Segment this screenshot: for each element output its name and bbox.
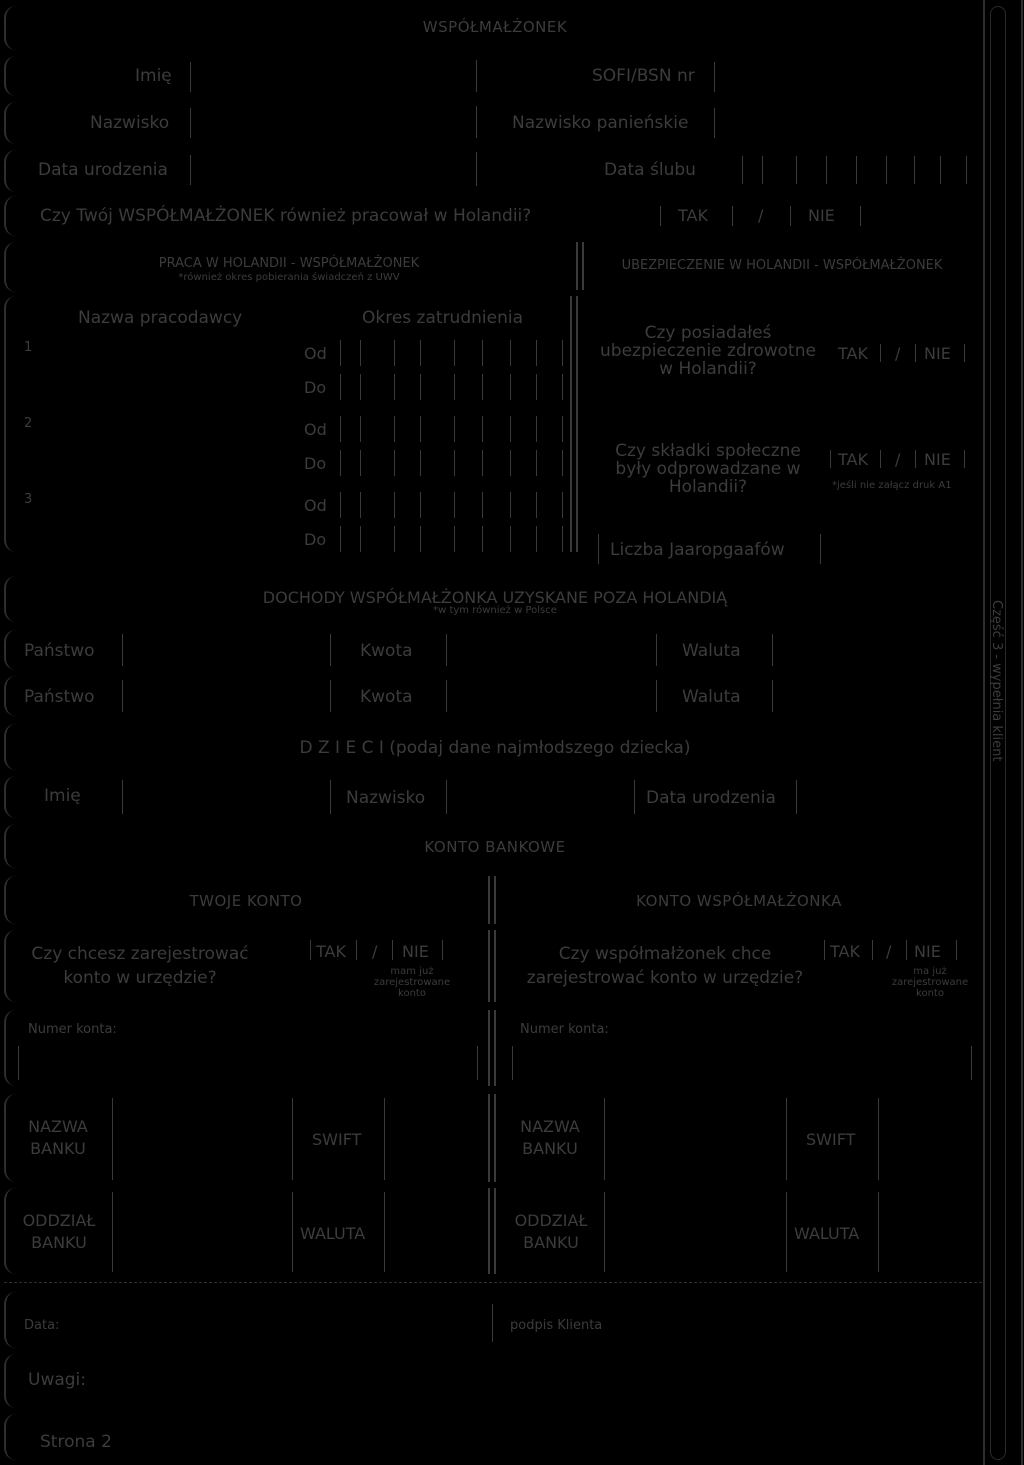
date-digit-divider bbox=[536, 416, 537, 442]
date-label: Data: bbox=[24, 1318, 60, 1333]
spouse-sofi-input[interactable] bbox=[716, 60, 976, 94]
date-digit-divider bbox=[510, 374, 511, 400]
children-last-name-input[interactable] bbox=[448, 778, 630, 816]
date-digit-divider bbox=[510, 340, 511, 366]
date-input[interactable] bbox=[70, 1306, 486, 1342]
income-country-input-2[interactable] bbox=[124, 678, 328, 714]
work-row-number: 2 bbox=[24, 416, 33, 431]
notes-input[interactable] bbox=[100, 1360, 970, 1404]
children-first-name-input[interactable] bbox=[124, 778, 328, 816]
work-from-label: Od bbox=[304, 496, 327, 515]
spouse-last-name-input[interactable] bbox=[192, 106, 472, 140]
your-currency-label: WALUTA bbox=[300, 1224, 366, 1243]
work-employer-input[interactable] bbox=[40, 490, 280, 560]
spouse-bank-name-input[interactable] bbox=[606, 1098, 784, 1180]
date-digit-divider bbox=[562, 450, 563, 476]
spouse-account-title: KONTO WSPÓŁMAŁŻONKA bbox=[636, 892, 842, 910]
jaaropgaaf-label: Liczba Jaaropgaafów bbox=[610, 540, 785, 560]
date-digit-divider bbox=[340, 374, 341, 400]
your-bank-name-input[interactable] bbox=[114, 1098, 290, 1180]
children-birth-date-label: Data urodzenia bbox=[646, 788, 776, 808]
income-amount-label-2: Kwota bbox=[360, 687, 413, 707]
spouse-account-number-label: Numer konta: bbox=[520, 1022, 609, 1037]
spouse-worked-question: Czy Twój WSPÓŁMAŁŻONEK również pracował w Holandii? bbox=[40, 206, 532, 226]
income-currency-label-2: Waluta bbox=[682, 687, 741, 707]
spouse-currency-label: WALUTA bbox=[794, 1224, 860, 1243]
income-amount-input-2[interactable] bbox=[448, 678, 652, 714]
your-register-question-1: Czy chcesz zarejestrować bbox=[31, 944, 249, 964]
children-birth-date-input[interactable] bbox=[798, 778, 974, 816]
insurance-social-slash: / bbox=[895, 450, 901, 469]
date-digit-divider bbox=[536, 450, 537, 476]
signature-input[interactable] bbox=[610, 1306, 970, 1342]
date-digit-divider bbox=[536, 492, 537, 518]
work-from-date-input[interactable] bbox=[338, 416, 566, 444]
insurance-health-slash: / bbox=[895, 344, 901, 363]
date-digit-divider bbox=[340, 340, 341, 366]
date-digit-divider bbox=[394, 374, 395, 400]
your-register-question-2: konto w urzędzie? bbox=[63, 968, 217, 988]
side-label: Część 3 - wypełnia klient bbox=[989, 600, 1004, 762]
insurance-health-yes[interactable]: TAK bbox=[838, 344, 868, 363]
date-digit-divider bbox=[394, 416, 395, 442]
work-employer-header: Nazwa pracodawcy bbox=[78, 308, 243, 328]
date-digit-divider bbox=[454, 416, 455, 442]
date-digit-divider bbox=[454, 492, 455, 518]
date-digit-divider bbox=[340, 526, 341, 552]
work-from-label: Od bbox=[304, 420, 327, 439]
your-register-no[interactable]: NIE bbox=[402, 942, 429, 961]
spouse-register-question-1: Czy współmałżonek chce bbox=[558, 944, 772, 964]
date-digit-divider bbox=[536, 374, 537, 400]
spouse-birth-date-label: Data urodzenia bbox=[38, 160, 168, 180]
insurance-social-no[interactable]: NIE bbox=[924, 450, 951, 469]
signature-label: podpis Klienta bbox=[510, 1318, 603, 1333]
children-last-name-label: Nazwisko bbox=[346, 788, 426, 808]
date-digit-divider bbox=[454, 450, 455, 476]
date-digit-divider bbox=[510, 450, 511, 476]
spouse-already-registered: ma już zarejestrowane konto bbox=[891, 966, 969, 999]
date-digit-divider bbox=[360, 526, 361, 552]
date-digit-divider bbox=[510, 492, 511, 518]
date-digit-divider bbox=[340, 492, 341, 518]
date-digit-divider bbox=[482, 374, 483, 400]
spouse-branch-label: ODDZIAŁ BANKU bbox=[514, 1211, 588, 1252]
spouse-maiden-name-input[interactable] bbox=[716, 106, 976, 140]
date-digit-divider bbox=[454, 374, 455, 400]
spouse-register-slash: / bbox=[886, 942, 892, 961]
your-branch-label: ODDZIAŁ BANKU bbox=[22, 1211, 96, 1252]
date-digit-divider bbox=[420, 526, 421, 552]
insurance-health-no[interactable]: NIE bbox=[924, 344, 951, 363]
date-digit-divider bbox=[394, 450, 395, 476]
spouse-swift-label: SWIFT bbox=[806, 1130, 856, 1149]
spouse-register-yes[interactable]: TAK bbox=[830, 942, 860, 961]
date-digit-divider bbox=[482, 526, 483, 552]
children-title: D Z I E C I (podaj dane najmłodszego dziecka) bbox=[299, 738, 691, 758]
spouse-sofi-label: SOFI/BSN nr bbox=[592, 66, 695, 86]
your-account-title: TWOJE KONTO bbox=[189, 892, 303, 910]
spouse-wedding-date-label: Data ślubu bbox=[604, 160, 696, 180]
insurance-social-yes[interactable]: TAK bbox=[838, 450, 868, 469]
work-to-label: Do bbox=[304, 454, 327, 473]
date-digit-divider bbox=[482, 340, 483, 366]
date-digit-divider bbox=[360, 340, 361, 366]
your-swift-input[interactable] bbox=[386, 1098, 482, 1180]
income-country-label-2: Państwo bbox=[24, 687, 95, 707]
spouse-branch-input[interactable] bbox=[606, 1192, 784, 1272]
work-from-label: Od bbox=[304, 344, 327, 363]
spouse-worked-no[interactable]: NIE bbox=[808, 206, 835, 225]
spouse-worked-yes[interactable]: TAK bbox=[678, 206, 708, 225]
date-digit-divider bbox=[562, 416, 563, 442]
date-digit-divider bbox=[510, 416, 511, 442]
spouse-register-no[interactable]: NIE bbox=[914, 942, 941, 961]
date-digit-divider bbox=[340, 450, 341, 476]
date-digit-divider bbox=[454, 526, 455, 552]
income-country-label-1: Państwo bbox=[24, 641, 95, 661]
insurance-social-question: Czy składki społeczne były odprowadzane w Holandii? bbox=[615, 441, 801, 497]
work-employer-input[interactable] bbox=[40, 338, 280, 408]
date-digit-divider bbox=[562, 340, 563, 366]
date-digit-divider bbox=[510, 526, 511, 552]
spouse-first-name-label: Imię bbox=[135, 66, 172, 86]
date-digit-divider bbox=[394, 340, 395, 366]
your-register-yes[interactable]: TAK bbox=[316, 942, 346, 961]
income-amount-label-1: Kwota bbox=[360, 641, 413, 661]
work-from-date-input[interactable] bbox=[338, 492, 566, 520]
date-digit-divider bbox=[536, 526, 537, 552]
income-currency-input-1[interactable] bbox=[774, 632, 974, 668]
date-digit-divider bbox=[360, 492, 361, 518]
spouse-account-number-input[interactable] bbox=[512, 1046, 972, 1080]
date-digit-divider bbox=[360, 450, 361, 476]
spouse-currency-input[interactable] bbox=[880, 1192, 974, 1272]
insurance-title: UBEZPIECZENIE W HOLANDII - WSPÓŁMAŁŻONEK bbox=[621, 258, 943, 273]
date-digit-divider bbox=[454, 340, 455, 366]
date-digit-divider bbox=[482, 450, 483, 476]
spouse-title: WSPÓŁMAŁŻONEK bbox=[422, 18, 568, 36]
income-title: DOCHODY WSPÓŁMAŁŻONKA UZYSKANE POZA HOLANDIĄ bbox=[262, 588, 728, 607]
your-bank-name-label: NAZWA BANKU bbox=[28, 1117, 88, 1158]
date-digit-divider bbox=[420, 340, 421, 366]
date-digit-divider bbox=[562, 374, 563, 400]
work-to-date-input[interactable] bbox=[338, 374, 566, 402]
date-digit-divider bbox=[420, 416, 421, 442]
insurance-a1-note: *jeśli nie załącz druk A1 bbox=[832, 480, 952, 491]
spouse-first-name-input[interactable] bbox=[192, 60, 472, 94]
spouse-wedding-date-input[interactable] bbox=[740, 154, 970, 188]
page-row bbox=[4, 1414, 982, 1460]
work-row-number: 3 bbox=[24, 492, 33, 507]
date-digit-divider bbox=[340, 416, 341, 442]
date-digit-divider bbox=[536, 340, 537, 366]
date-digit-divider bbox=[394, 492, 395, 518]
date-digit-divider bbox=[360, 374, 361, 400]
spouse-last-name-label: Nazwisko bbox=[90, 113, 170, 133]
work-from-date-input[interactable] bbox=[338, 340, 566, 368]
date-digit-divider bbox=[562, 492, 563, 518]
your-currency-input[interactable] bbox=[386, 1192, 482, 1272]
date-digit-divider bbox=[562, 526, 563, 552]
date-digit-divider bbox=[482, 492, 483, 518]
page-label: Strona 2 bbox=[40, 1432, 112, 1452]
your-register-slash: / bbox=[372, 942, 378, 961]
children-first-name-label: Imię bbox=[44, 786, 81, 806]
your-account-number-input[interactable] bbox=[18, 1046, 478, 1080]
work-row-number: 1 bbox=[24, 340, 33, 355]
your-account-number-label: Numer konta: bbox=[28, 1022, 117, 1037]
date-digit-divider bbox=[420, 492, 421, 518]
work-title: PRACA W HOLANDII - WSPÓŁMAŁŻONEK bbox=[158, 256, 420, 271]
spouse-birth-date-input[interactable] bbox=[192, 154, 472, 188]
work-to-label: Do bbox=[304, 378, 327, 397]
spouse-bank-name-label: NAZWA BANKU bbox=[520, 1117, 580, 1158]
spouse-register-question-2: zarejestrować konto w urzędzie? bbox=[526, 968, 804, 988]
work-period-header: Okres zatrudnienia bbox=[362, 308, 523, 328]
spouse-maiden-name-label: Nazwisko panieńskie bbox=[512, 113, 689, 133]
income-currency-input-2[interactable] bbox=[774, 678, 974, 714]
date-digit-divider bbox=[420, 450, 421, 476]
work-employer-input[interactable] bbox=[40, 414, 280, 484]
insurance-health-question: Czy posiadałeś ubezpieczenie zdrowotne w Holandii? bbox=[600, 323, 816, 379]
work-subtitle: *również okres pobierania świadczeń z UWV bbox=[178, 272, 400, 283]
your-branch-input[interactable] bbox=[114, 1192, 290, 1272]
income-country-input-1[interactable] bbox=[124, 632, 328, 668]
notes-label: Uwagi: bbox=[28, 1370, 87, 1390]
your-already-registered: mam już zarejestrowane konto bbox=[373, 966, 451, 999]
income-subtitle: *w tym również w Polsce bbox=[433, 605, 557, 616]
work-to-label: Do bbox=[304, 530, 327, 549]
spouse-swift-input[interactable] bbox=[880, 1098, 974, 1180]
income-currency-label-1: Waluta bbox=[682, 641, 741, 661]
income-amount-input-1[interactable] bbox=[448, 632, 652, 668]
date-digit-divider bbox=[482, 416, 483, 442]
date-digit-divider bbox=[420, 374, 421, 400]
work-to-date-input[interactable] bbox=[338, 526, 566, 554]
date-digit-divider bbox=[360, 416, 361, 442]
bank-title: KONTO BANKOWE bbox=[424, 838, 566, 856]
spouse-worked-slash: / bbox=[758, 206, 764, 225]
your-swift-label: SWIFT bbox=[312, 1130, 362, 1149]
work-to-date-input[interactable] bbox=[338, 450, 566, 478]
jaaropgaaf-input[interactable] bbox=[822, 534, 972, 564]
date-digit-divider bbox=[394, 526, 395, 552]
